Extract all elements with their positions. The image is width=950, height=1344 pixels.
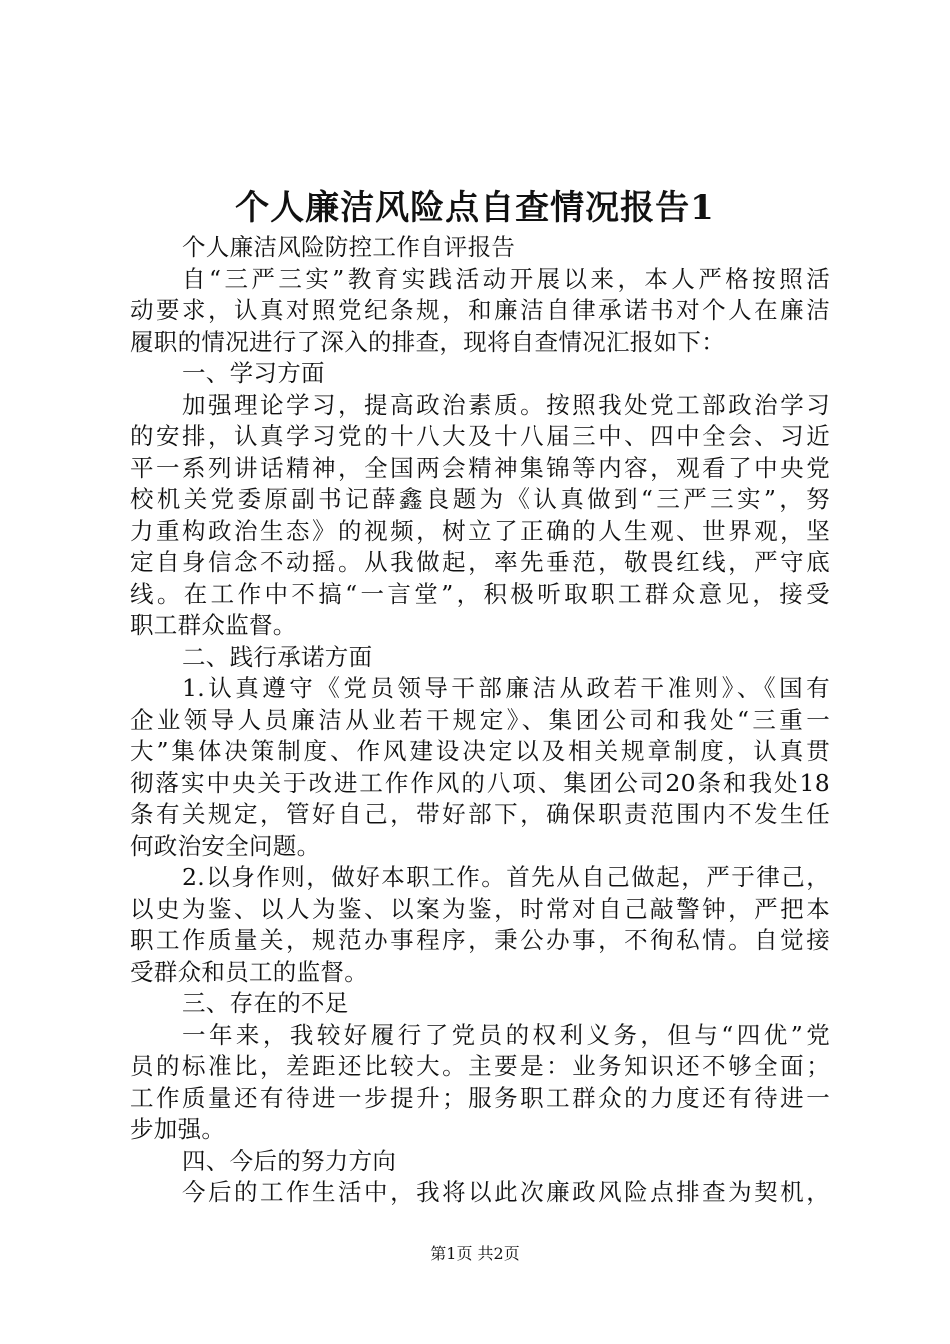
text-line: 条有关规定，管好自己，带好部下，确保职责范围内不发生任 (130, 800, 830, 828)
text-line: 以史为鉴、以人为鉴、以案为鉴，时常对自己敲警钟，严把本 (130, 894, 830, 923)
text-line: 2.以身作则，做好本职工作。首先从自己做起，严于律己， (182, 863, 830, 891)
text-line: 职工群众监督。 (130, 611, 297, 639)
text-line: 一、学习方面 (182, 359, 325, 387)
text-line: 工作质量还有待进一步提升；服务职工群众的力度还有待进一 (130, 1083, 830, 1112)
document-body (130, 232, 830, 1209)
text-line: 一年来，我较好履行了党员的权利义务，但与“四优”党 (182, 1020, 830, 1049)
text-line: 何政治安全问题。 (130, 831, 321, 860)
text-line: 二、践行承诺方面 (182, 642, 373, 671)
text-line: 受群众和员工的监督。 (130, 957, 368, 986)
text-line: 校机关党委原副书记薛鑫良题为《认真做到“三严三实”，努 (130, 485, 830, 513)
text-line: 个人廉洁风险防控工作自评报告 (182, 233, 516, 261)
text-line: 自“三严三实”教育实践活动开展以来，本人严格按照活 (182, 264, 830, 293)
text-line: 的安排，认真学习党的十八大及十八届三中、四中全会、习近 (130, 422, 830, 450)
document-title: 个人廉洁风险点自查情况报告1 (235, 188, 715, 228)
text-line: 履职的情况进行了深入的排查，现将自查情况汇报如下： (130, 327, 725, 356)
text-line: 加强理论学习，提高政治素质。按照我处党工部政治学习 (182, 390, 830, 419)
text-line: 职工作质量关，规范办事程序，秉公办事，不徇私情。自觉接 (130, 926, 830, 954)
text-line: 彻落实中央关于改进工作作风的八项、集团公司20条和我处18 (130, 768, 830, 797)
text-line: 1.认真遵守《党员领导干部廉洁从政若干准则》、《国有 (182, 674, 830, 702)
text-line: 企业领导人员廉洁从业若干规定》、集团公司和我处“三重一 (130, 705, 830, 734)
text-line: 定自身信念不动摇。从我做起，率先垂范，敬畏红线，严守底 (130, 548, 830, 576)
text-line: 力重构政治生态》的视频，树立了正确的人生观、世界观，坚 (130, 516, 830, 545)
page-footer: 第1页 共2页 (430, 1244, 520, 1263)
text-line: 今后的工作生活中，我将以此次廉政风险点排查为契机， (182, 1178, 830, 1206)
text-line: 动要求，认真对照党纪条规，和廉洁自律承诺书对个人在廉洁 (130, 296, 830, 324)
text-line: 步加强。 (130, 1115, 226, 1143)
text-line: 四、今后的努力方向 (182, 1146, 397, 1175)
text-line: 员的标准比，差距还比较大。主要是：业务知识还不够全面； (130, 1052, 830, 1080)
text-line: 大”集体决策制度、作风建设决定以及相关规章制度，认真贯 (130, 737, 830, 765)
text-line: 平一系列讲话精神，全国两会精神集锦等内容，观看了中央党 (130, 453, 830, 482)
text-line: 三、存在的不足 (182, 989, 349, 1017)
text-line: 线。在工作中不搞“一言堂”，积极听取职工群众意见，接受 (130, 579, 830, 608)
